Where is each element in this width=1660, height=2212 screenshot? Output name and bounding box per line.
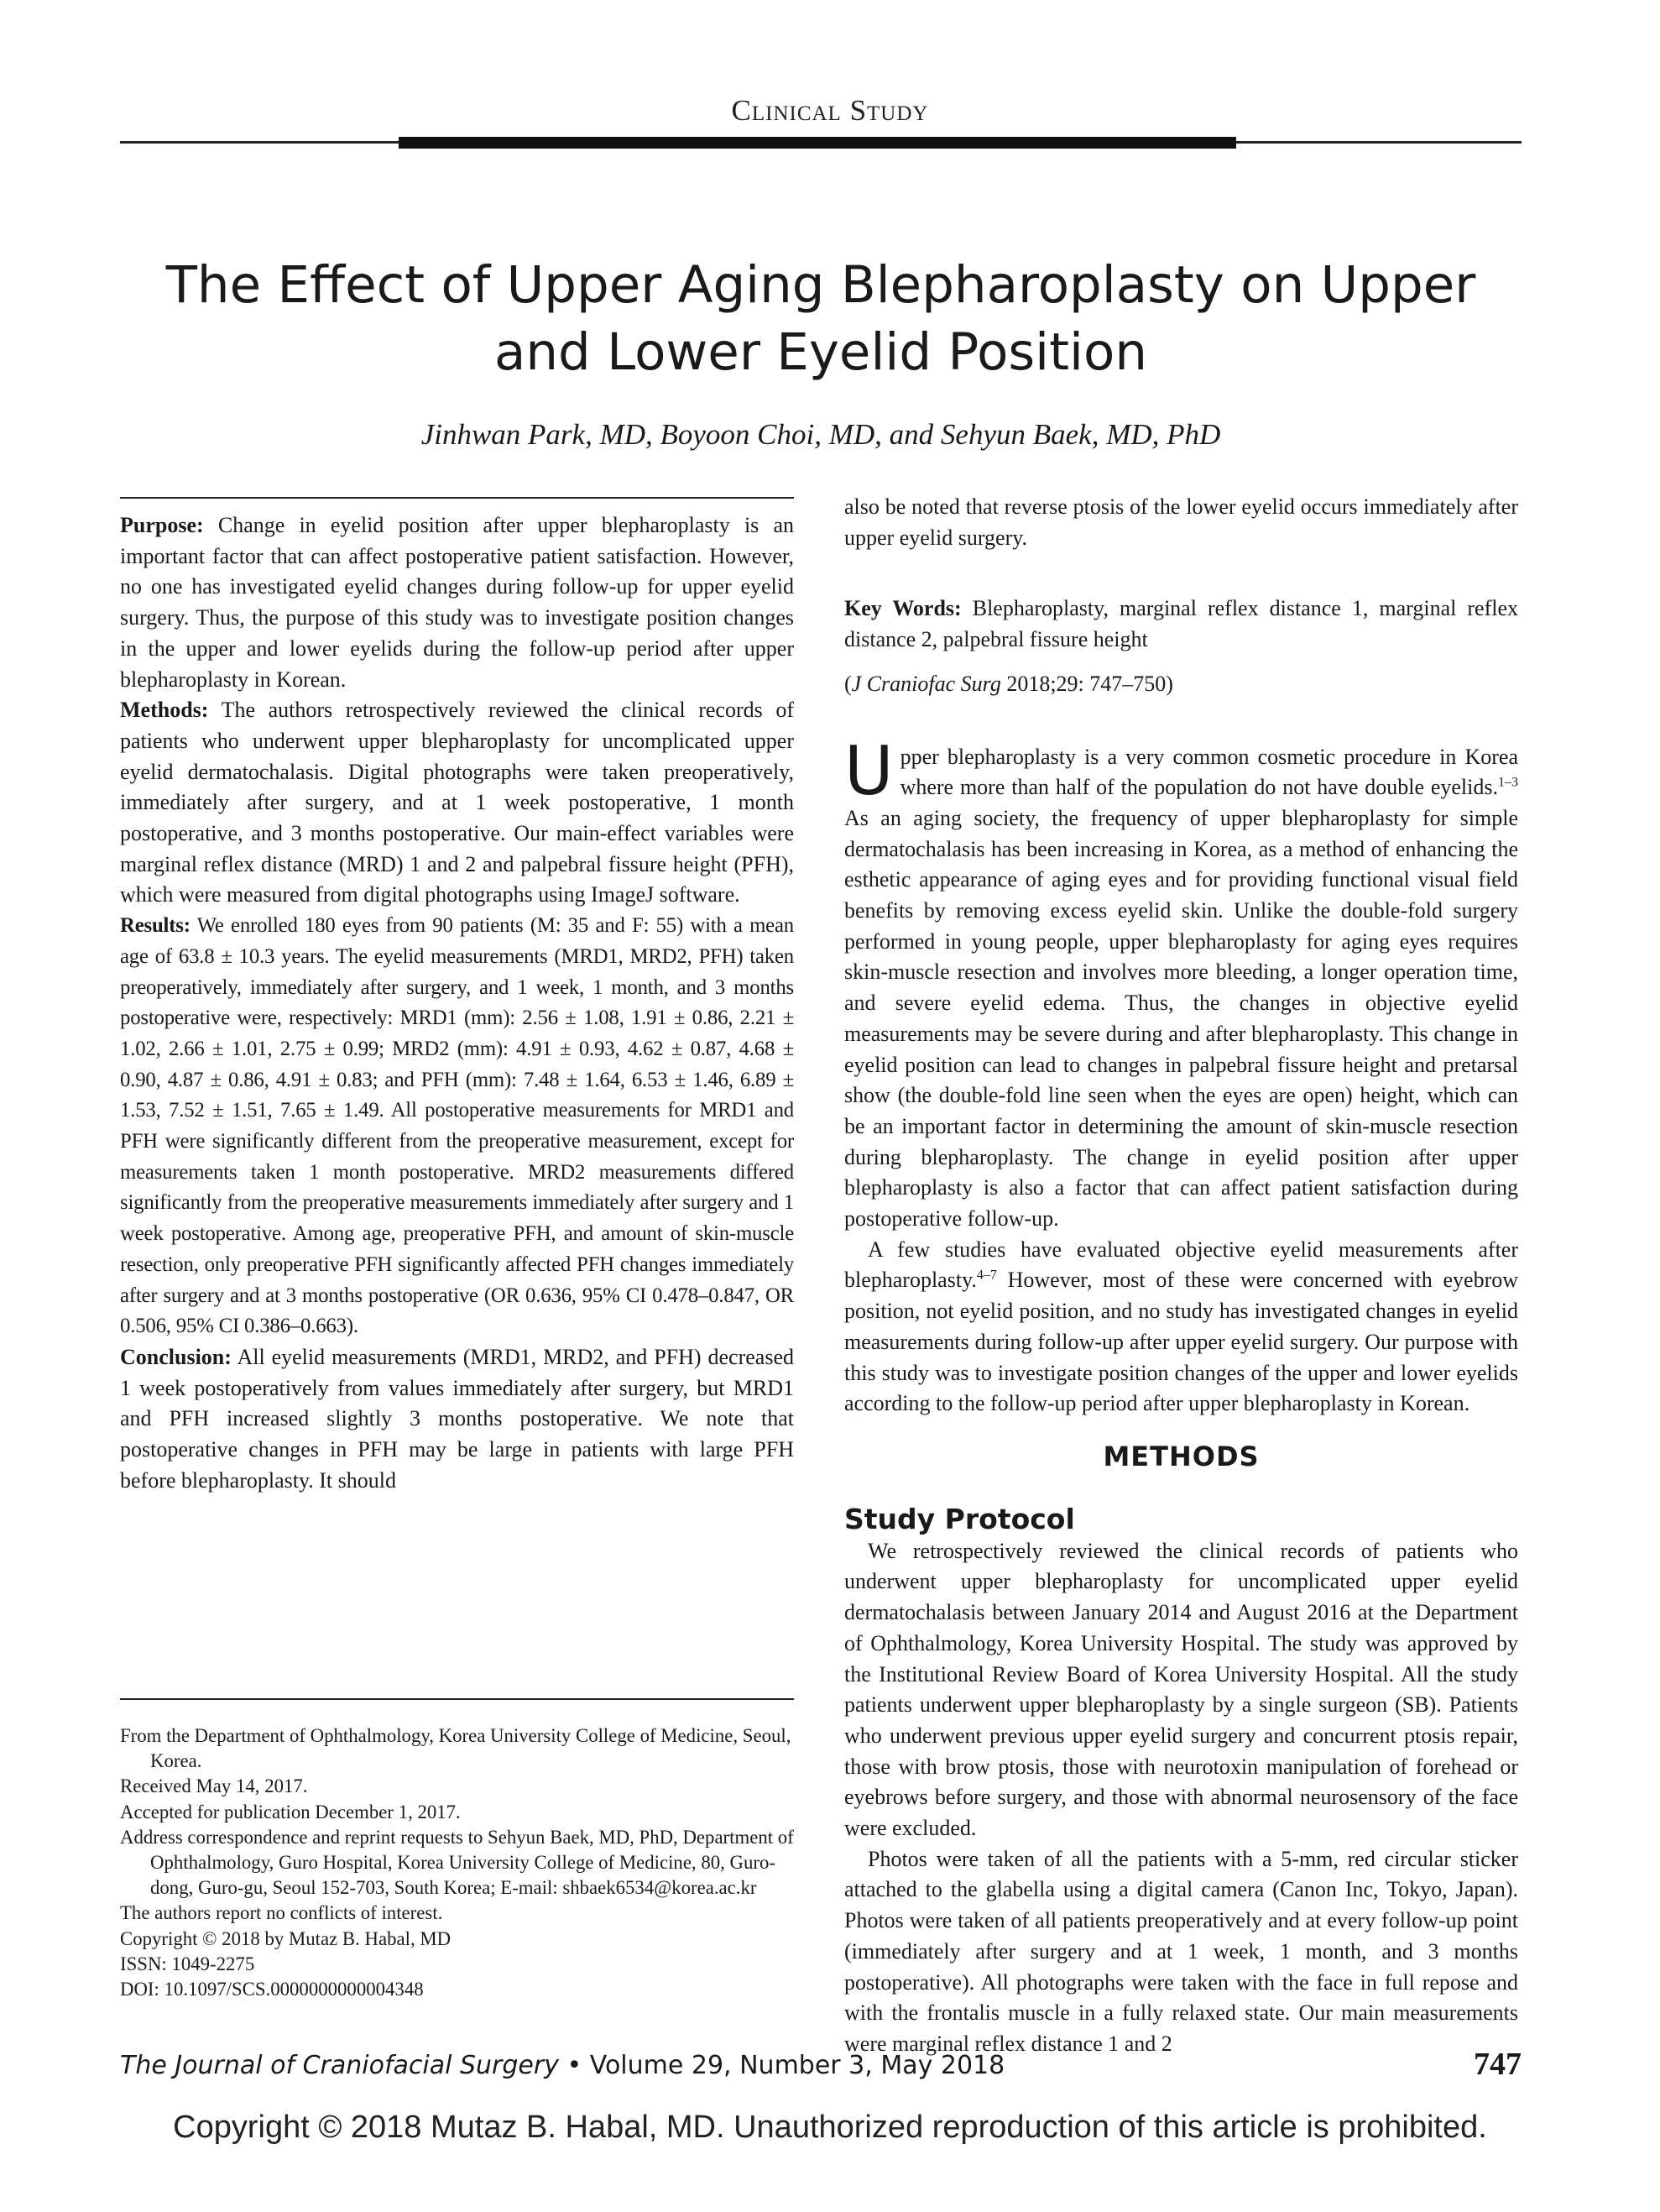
article-title [120,252,1522,386]
intro-paragraph-2 [844,1235,1518,1420]
intro-p1-reference: 1–3 [1498,775,1518,790]
intro-p1-text-cont: As an aging society, the frequency of upper blepharoplasty for simple dermatochalasis has been increasing in Korea, as a method of enhancing the esthetic appearance of aging eyes and for providing functional visual field benefits by removing excess eyelid skin. Unlike the double-fold surgery performed in young people, upper blepharoplasty for aging eyes requires skin-muscle resection and involves more bleeding, a longer operation time, and severe eyelid edema. Thus, the changes in objective eyelid measurements may be severe during and after blepharoplasty. This change in eyelid position can lead to changes in palpebral fissure height and pretarsal show (the double-fold line seen when the eyes are open) height, which can be an important factor in determining the amount of skin-muscle resection during blepharoplasty. The change in eyelid position after upper blepharoplasty is also a factor that can affect patient satisfaction during postoperative follow-up. [844,805,1518,1232]
abstract-results [120,911,794,1342]
purpose-text: Change in eyelid position after upper blepharoplasty is an important factor that can affect postoperative patient satisfaction. However, no one has investigated eyelid changes during follow-up for upper eyelid surgery. Thus, the purpose of this study was to investigate position changes in the upper and lower eyelids during the follow-up period after upper blepharoplasty in Korean. [120,513,795,692]
results-text: We enrolled 180 eyes from 90 patients (M: 35 and F: 55) with a mean age of 63.8 ± 10.3 years. The eyelid measurements (MRD1, MRD2, PFH) taken preoperatively, immediately after surgery, and 1 week, 1 month, and 3 months postoperative were, respectively: MRD1 (mm): 2.56 ± 1.08, 1.91 ± 0.86, 2.21 ± 1.02, 2.66 ± 1.01, 2.75 ± 0.99; MRD2 (mm): 4.91 ± 0.93, 4.62 ± 0.87, 4.68 ± 0.90, 4.87 ± 0.86, 4.91 ± 0.83; and PFH (mm): 7.48 ± 1.64, 6.53 ± 1.46, 6.89 ± 1.53, 7.52 ± 1.51, 7.65 ± 1.49. All postoperative measurements for MRD1 and PFH were significantly different from the preoperative measurement, except for measurements taken 1 month postoperative. MRD2 measurements differed significantly from the preoperative measurements immediately after surgery and 1 week postoperative. Among age, preoperative PFH, and amount of skin-muscle resection, only preoperative PFH significantly affected PFH changes immediately after surgery and at 3 months postoperative (OR 0.636, 95% CI 0.478–0.847, OR 0.506, 95% CI 0.386–0.663). [120,914,794,1338]
keywords-text: Blepharoplasty, marginal reflex distance 1, marginal reflex distance 2, palpebral fissure height [844,596,1519,652]
results-label: Results: [120,914,191,938]
note-received: Received May 14, 2017. [120,1775,308,1797]
intro-p2-text-cont: However, most of these were concerned with eyebrow position, not eyelid position, and no study has investigated changes in eyelid measurements during follow-up after upper eyelid surgery. Our purpose with this study was to investigate position changes of the upper and lower eyelids according to the follow-up period after upper blepharoplasty in Korean. [844,1268,1518,1416]
note-accepted: Accepted for publication December 1, 2017. [120,1801,461,1822]
keywords-label: Key Words: [844,596,962,621]
page-footer [120,2047,1522,2082]
citation: (J Craniofac Surg 2018;29: 747–750) [844,671,1173,696]
methods-text: The authors retrospectively reviewed the clinical records of patients who underwent upper blepharoplasty for uncomplicated upper eyelid dermatochalasis. Digital photographs were taken preoperatively, immediately after surgery, and at 1 week postoperative, 1 month postoperative, and 3 months postoperative. Our main-effect variables were marginal reflex distance (MRD) 1 and 2 and palpebral fissure height (PFH), which were measured from digital photographs using ImageJ software. [120,698,794,907]
section-label: Clinical Study [731,94,929,127]
footnote-rule [120,1698,794,1700]
methods-label: Methods: [120,698,209,723]
abstract-methods [120,695,794,911]
citation-rest: 2018;29: 747–750) [1000,671,1173,696]
intro-p1-text: pper blepharoplasty is a very common cosmetic procedure in Korea where more than half of the population do not have double eyelids. [900,744,1518,800]
note-affiliation: From the Department of Ophthalmology, Korea University College of Medicine, Seoul, Korea. [120,1725,791,1772]
note-address: Address correspondence and reprint requests to Sehyun Baek, MD, PhD, Department of Ophthalmology, Guro Hospital, Korea University College of Medicine, 80, Guro-dong, Guro-gu, Seoul 152-703, South Korea; E-mail: shbaek6534@korea.ac.kr [120,1826,794,1899]
abstract-top-rule [120,497,794,499]
intro-p2-reference: 4–7 [976,1268,997,1283]
abstract-conclusion [120,1342,794,1497]
dropcap-letter: U [844,731,894,810]
purpose-label: Purpose: [120,513,204,537]
title-line-2: and Lower Eyelid Position [494,322,1147,382]
note-copyright: Copyright © 2018 by Mutaz B. Habal, MD [120,1927,452,1949]
authors: Jinhwan Park, MD, Boyoon Choi, MD, and Sehyun Baek, MD, PhD [420,418,1221,451]
methods-paragraph-1: We retrospectively reviewed the clinical records of patients who underwent upper blepharoplasty for uncomplicated upper eyelid dermatochalasis between January 2014 and August 2016 at the Department of Ophthalmology, Korea University Hospital. The study was approved by the Institutional Review Board of Korea University Hospital. All the study patients underwent upper blepharoplasty by a single surgeon (SB). Patients who underwent previous upper eyelid surgery and concurrent ptosis repair, those with brow ptosis, those with neurotoxin manipulation of forehead or eyebrows before surgery, and those with abnormal neurosensory of the face were excluded. [844,1538,1518,1841]
note-conflicts: The authors report no conflicts of interest. [120,1902,443,1924]
copyright-banner: Copyright © 2018 Mutaz B. Habal, MD. Unauthorized reproduction of this article is prohibited. [173,2110,1487,2145]
keywords [844,594,1518,655]
note-issn: ISSN: 1049-2275 [120,1953,255,1974]
conclusion-text: All eyelid measurements (MRD1, MRD2, and PFH) decreased 1 week postoperatively from values immediately after surgery, but MRD1 and PFH increased slightly 3 months postoperative. We note that postoperative changes in PFH may be large in patients with large PFH before blepharoplasty. It should [120,1344,794,1493]
right-column [844,492,1518,2060]
methods-heading: METHODS [1103,1440,1260,1472]
methods-paragraph-2: Photos were taken of all the patients with a 5-mm, red circular sticker attached to the glabella using a digital camera (Canon Inc, Tokyo, Japan). Photos were taken of all patients preoperatively and at every follow-up point (immediately after surgery and at 1 week, 1 month, and 3 months postoperative). All photographs were taken with the face in full repose and with the frontalis muscle in a fully relaxed state. Our main measurements were marginal reflex distance 1 and 2 [844,1846,1518,2056]
title-line-1: The Effect of Upper Aging Blepharoplasty on Upper [165,255,1476,315]
citation-journal: J Craniofac Surg [851,671,1001,696]
page-number: 747 [1474,2047,1522,2082]
article-notes [120,1723,794,2002]
abstract-conclusion-continued: also be noted that reverse ptosis of the lower eyelid occurs immediately after upper eyelid surgery. [844,494,1518,550]
footer-journal-name: The Journal of Craniofacial Surgery [120,2051,559,2080]
footer-issue: • Volume 29, Number 3, May 2018 [558,2051,1005,2080]
conclusion-label: Conclusion: [120,1344,232,1369]
intro-p2-text: A few studies have evaluated objective eyelid measurements after blepharoplasty. [844,1237,1518,1293]
header-rule-thick [399,137,1236,149]
intro-paragraph-1 [844,731,1518,1235]
abstract-left-column [120,510,794,1497]
note-doi: DOI: 10.1097/SCS.0000000000004348 [120,1979,424,2000]
study-protocol-heading: Study Protocol [844,1502,1075,1535]
abstract-purpose [120,510,794,695]
